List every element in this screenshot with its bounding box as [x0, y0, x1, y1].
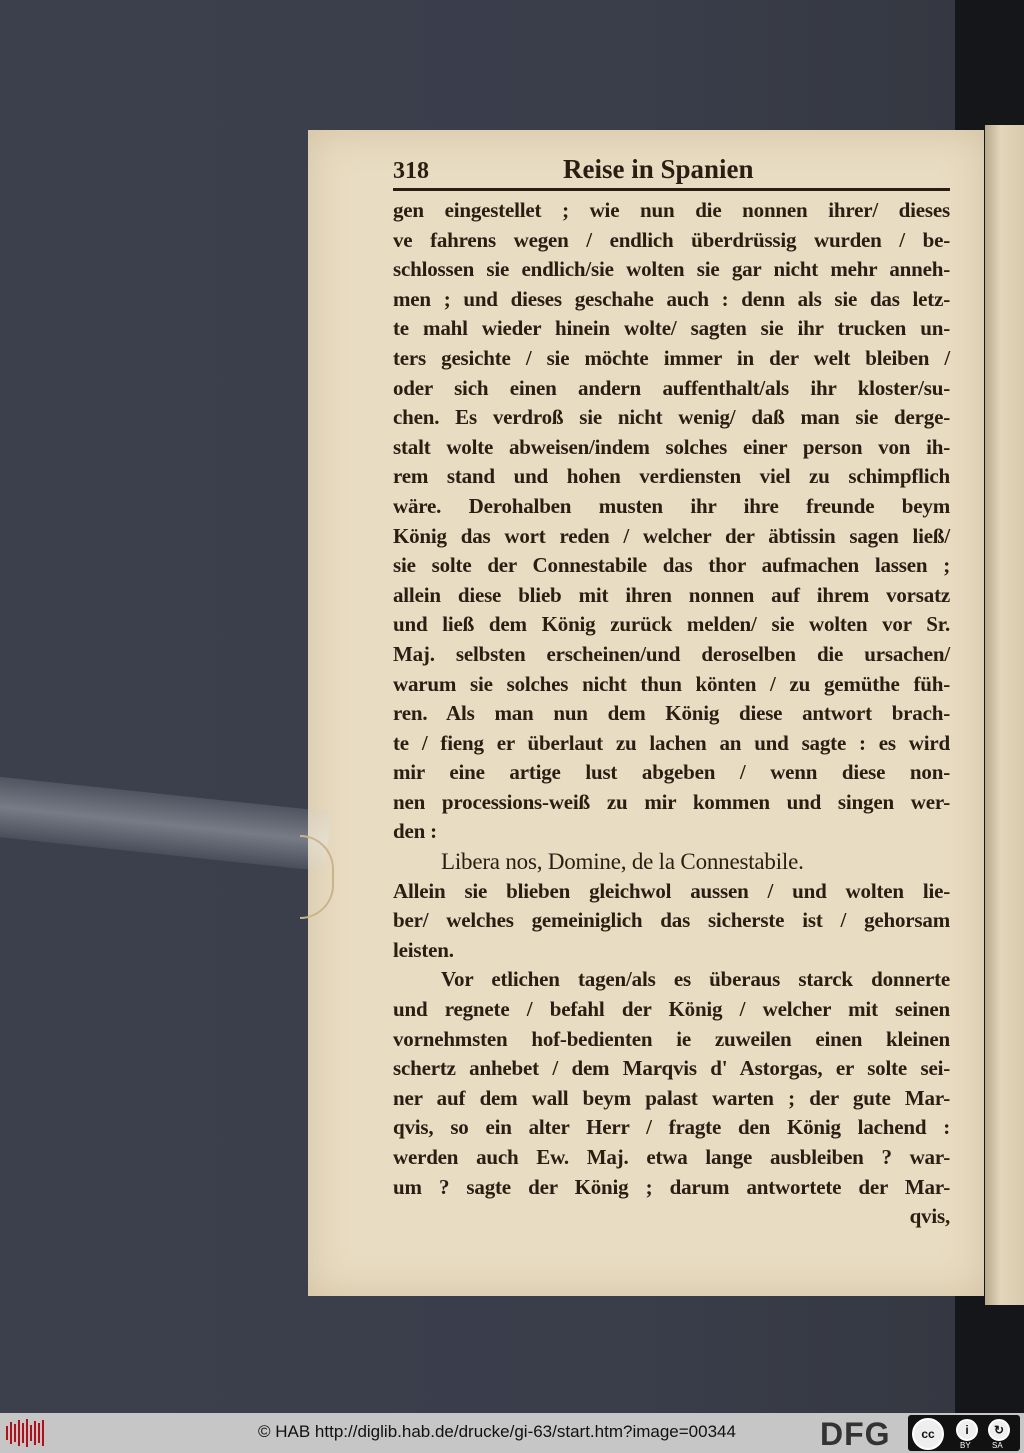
text-line: ren. Als man nun dem König diese antwort brach-	[393, 701, 950, 726]
text-line: schlossen sie endlich/sie wolten sie gar nicht mehr anneh-	[393, 257, 950, 282]
text-line: warum sie solches nicht thun könten / zu gemüthe füh-	[393, 671, 950, 696]
text-line: qvis, so ein alter Herr / fragte den König lachend :	[393, 1115, 950, 1140]
text-line: rem stand und hohen verdiensten viel zu schimpflich	[393, 464, 950, 489]
sa-label: SA	[992, 1441, 1003, 1450]
text-line: und ließ dem König zurück melden/ sie wolten vor Sr.	[393, 612, 950, 637]
text-line: um ? sagte der König ; darum antwortete der Mar-	[393, 1174, 950, 1199]
text-line: oder sich einen andern auffenthalt/als ihr kloster/su-	[393, 375, 950, 400]
text-line: ters gesichte / sie möchte immer in der welt bleiben /	[393, 345, 950, 370]
text-line: allein diese blieb mit ihren nonnen auf ihrem vorsatz	[393, 582, 950, 607]
page-body	[393, 196, 950, 1232]
text-line: mir eine artige lust abgeben / wenn diese non-	[393, 760, 950, 785]
page-number: 318	[393, 158, 429, 184]
text-line: men ; und dieses geschahe auch : denn als sie das letz-	[393, 286, 950, 311]
next-page-edge	[985, 125, 1024, 1305]
text-line: te / fieng er überlaut zu lachen an und sagte : es wird	[393, 730, 950, 755]
latin-quote: Libera nos, Domine, de la Connestabile.	[441, 849, 804, 875]
text-line: ner auf dem wall beym palast warten ; der gute Mar-	[393, 1085, 950, 1110]
page-holder-clip	[0, 735, 335, 885]
dfg-logo: DFG	[820, 1416, 891, 1452]
clip-band	[0, 775, 331, 871]
text-line: wäre. Derohalben musten ihr ihre freunde beym	[393, 493, 950, 518]
header-rule	[393, 188, 950, 191]
hab-logo-icon	[6, 1419, 48, 1447]
text-line: und regnete / befahl der König / welcher mit seinen	[393, 997, 950, 1022]
text-line: nen processions-weiß zu mir kommen und singen wer-	[393, 789, 950, 814]
text-line: werden auch Ew. Maj. etwa lange ausbleiben ? war-	[393, 1145, 950, 1169]
text-line: sie solte der Connestabile das thor aufmachen lassen ;	[393, 553, 950, 578]
running-title: Reise in Spanien	[563, 154, 754, 184]
footer-bar	[0, 1413, 1024, 1453]
catchword: qvis,	[909, 1204, 950, 1229]
text-line: ve fahrens wegen / endlich überdrüssig wurden / be-	[393, 227, 950, 252]
text-line: Vor etlichen tagen/als es überaus starck donnerte	[441, 967, 950, 992]
text-line: chen. Es verdroß sie nicht wenig/ daß man sie derge-	[393, 405, 950, 430]
cc-license-badge[interactable]	[908, 1415, 1020, 1451]
page-header	[393, 152, 950, 188]
text-line: den :	[393, 819, 437, 844]
by-icon: i	[956, 1419, 978, 1441]
text-line: Allein sie blieben gleichwol aussen / und wolten lie-	[393, 878, 950, 903]
text-line: schertz anhebet / dem Marqvis d' Astorgas, er solte sei-	[393, 1056, 950, 1081]
text-line: gen eingestellet ; wie nun die nonnen ihrer/ dieses	[393, 198, 950, 222]
sa-icon: ↻	[988, 1419, 1010, 1441]
text-line: vornehmsten hof-bedienten ie zuweilen einen kleinen	[393, 1026, 950, 1051]
text-line: te mahl wieder hinein wolte/ sagten sie ihr trucken un-	[393, 316, 950, 341]
text-line: Maj. selbsten erscheinen/und deroselben die ursachen/	[393, 641, 950, 666]
text-line: König das wort reden / welcher der äbtissin sagen ließ/	[393, 523, 950, 548]
text-line: leisten.	[393, 937, 454, 962]
text-line: stalt wolte abweisen/indem solches einer person von ih-	[393, 434, 950, 459]
by-label: BY	[960, 1441, 971, 1450]
text-line: ber/ welches gemeiniglich das sicherste ist / gehorsam	[393, 908, 950, 933]
cc-icon: cc	[912, 1418, 944, 1450]
copyright-link[interactable]: © HAB http://diglib.hab.de/drucke/gi-63/start.htm?image=00344	[258, 1422, 736, 1441]
